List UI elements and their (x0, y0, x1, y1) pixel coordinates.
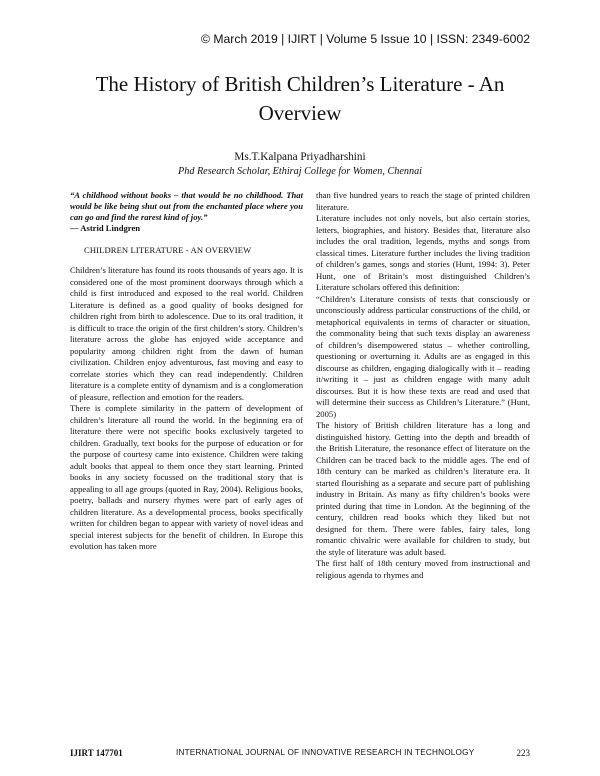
paper-code: IJIRT 147701 (70, 748, 123, 758)
section-heading: CHILDREN LITERATURE - AN OVERVIEW (84, 244, 252, 255)
left-column (70, 190, 303, 553)
body-paragraph: Literature includes not only novels, but also certain stories, letters, biographies, and history. Besides that, literature also includes the oral tradition, legends, myths and songs from classical times. Literature further includes the living tradition of children’s games, songs and stories (Hunt, 1994: 3). Peter Hunt, one of Britain’s most distinguished Children’s Literature scholars offered this definition: (316, 213, 530, 292)
paper-title: The History of British Children’s Literature - An Overview (95, 72, 505, 125)
page-number: 223 (516, 748, 530, 758)
journal-citation-header: © March 2019 | IJIRT | Volume 5 Issue 10 | ISSN: 2349-6002 (201, 32, 530, 46)
journal-name: INTERNATIONAL JOURNAL OF INNOVATIVE RESEARCH IN TECHNOLOGY (176, 748, 475, 757)
body-paragraph: The history of British children literature has a long and distinguished history. Getting into the depth and breadth of the British Literature, the resonance effect of literature on the Children can be traced back to the middle ages. The end of 18th century can be marked as children’s literature era. It started flourishing as a separate and secure part of publishing industry in Britain. As many as fifty children’s books were printed during that time in London. At the beginning of the century, children read books which they liked but not designed for them. There were fables, fairy tales, long romantic chivalric were available for children to study, but the style of literature was adult based. (316, 420, 530, 557)
body-paragraph: There is complete similarity in the pattern of development of children’s literature all round the world. In the beginning era of literature there were not specific books exclusively targeted to children. Gradually, text books for the purpose of education or for the purpose of courtesy came into existence. Children were taking adult books that appeal to them once they start learning. Printed books in any society focussed on the traditional story that is appealing to all age groups (quoted in Ray, 2004). Religious books, poetry, ballads and nursery rhymes were part of early ages of children literature. As a developmental process, books specifically written for children began to appear with variety of novel ideas and special interest subjects for the benefit of children. In Europe this evolution has taken more (70, 403, 303, 551)
epigraph-quote: “A childhood without books – that would be no childhood. That would be like being shut out from the enchanted place where you can go and find the rarest kind of joy.” (70, 190, 303, 222)
body-paragraph: than five hundred years to reach the stage of printed children literature. (316, 190, 530, 212)
block-quote: “Children’s Literature consists of texts that consciously or unconsciously address particular constructions of the child, or metaphorical equivalents in terms of character or situation, the commonality being that such texts display an awareness of children’s disempowered status – whether controlling, questioning or overturning it. Adults are as engaged in this discourse as children, engaging dialogically with it – reading it/writing it – just as children engage with many adult discourses. But it is how these texts are read and used that will determine their success as Children’s Literature.” (Hunt, 2005) (316, 293, 530, 419)
epigraph-author: — Astrid Lindgren (70, 223, 141, 233)
author-affiliation: Phd Research Scholar, Ethiraj College for Women, Chennai (178, 166, 422, 177)
body-paragraph: The first half of 18th century moved from instructional and religious agenda to rhymes and (316, 558, 530, 580)
author-name: Ms.T.Kalpana Priyadharshini (234, 151, 366, 163)
right-column (316, 190, 530, 581)
body-paragraph: Children’s literature has found its roots thousands of years ago. It is considered one of the most prominent doorways through which a child is first introduced and exposed to the real world. Children Literature is defined as a good quality of books designed for children right from birth to adolescence. Due to its oral tradition, it is difficult to trace the origin of the first children’s story. Children’s literature across the globe has enjoyed wide acceptance and popularity among children right from the dawn of human civilization. Children enjoy adventurous, fast moving and easy to correlate stories which they can read independently. Children literature is a complete entity of dynamism and is a conglomeration of pleasure, reflection and emotion for the readers. (70, 265, 303, 402)
